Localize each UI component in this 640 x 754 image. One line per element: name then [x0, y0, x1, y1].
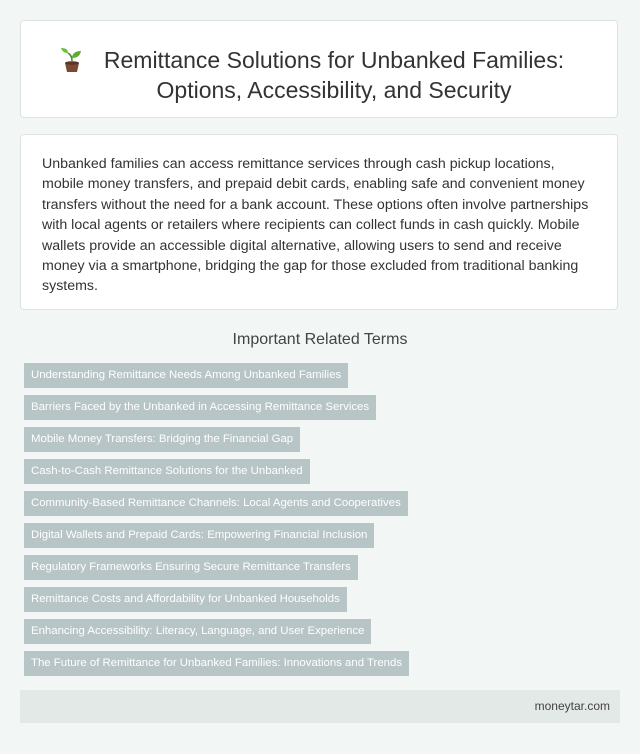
related-term-item	[24, 459, 620, 491]
related-term-tag[interactable]: Understanding Remittance Needs Among Unbanked Families	[24, 363, 348, 388]
related-term-tag[interactable]: Digital Wallets and Prepaid Cards: Empowering Financial Inclusion	[24, 523, 374, 548]
related-term-tag[interactable]: Community-Based Remittance Channels: Local Agents and Cooperatives	[24, 491, 408, 516]
related-terms-heading: Important Related Terms	[232, 331, 408, 348]
related-term-item	[24, 651, 620, 683]
footer-site-link[interactable]: moneytar.com	[534, 699, 610, 713]
related-term-tag[interactable]: Regulatory Frameworks Ensuring Secure Remittance Transfers	[24, 555, 358, 580]
related-term-item	[24, 555, 620, 587]
related-term-tag[interactable]: Barriers Faced by the Unbanked in Accessing Remittance Services	[24, 395, 376, 420]
related-term-item	[24, 363, 620, 395]
title-card	[20, 20, 618, 118]
page-title: Remittance Solutions for Unbanked Families: Options, Accessibility, and Security	[103, 47, 565, 103]
related-term-item	[24, 427, 620, 459]
related-term-item	[24, 523, 620, 555]
related-terms-list	[24, 363, 620, 683]
related-term-item	[24, 491, 620, 523]
related-term-tag[interactable]: Enhancing Accessibility: Literacy, Language, and User Experience	[24, 619, 371, 644]
summary-card	[20, 134, 618, 310]
related-term-tag[interactable]: The Future of Remittance for Unbanked Families: Innovations and Trends	[24, 651, 409, 676]
related-term-tag[interactable]: Cash-to-Cash Remittance Solutions for the Unbanked	[24, 459, 310, 484]
footer	[20, 690, 620, 723]
summary-text: Unbanked families can access remittance services through cash pickup locations, mobile money transfers, and prepaid debit cards, enabling safe and convenient money transfers without the need for a bank account. These options often involve partnerships with local agents or retailers where recipients can collect funds in cash quickly. Mobile wallets provide an accessible digital alternative, allowing users to send and receive money via a smartphone, bridging the gap for those excluded from traditional banking systems.	[42, 156, 589, 295]
related-term-item	[24, 587, 620, 619]
related-term-item	[24, 395, 620, 427]
related-term-item	[24, 619, 620, 651]
related-term-tag[interactable]: Remittance Costs and Affordability for Unbanked Households	[24, 587, 347, 612]
related-term-tag[interactable]: Mobile Money Transfers: Bridging the Financial Gap	[24, 427, 300, 452]
